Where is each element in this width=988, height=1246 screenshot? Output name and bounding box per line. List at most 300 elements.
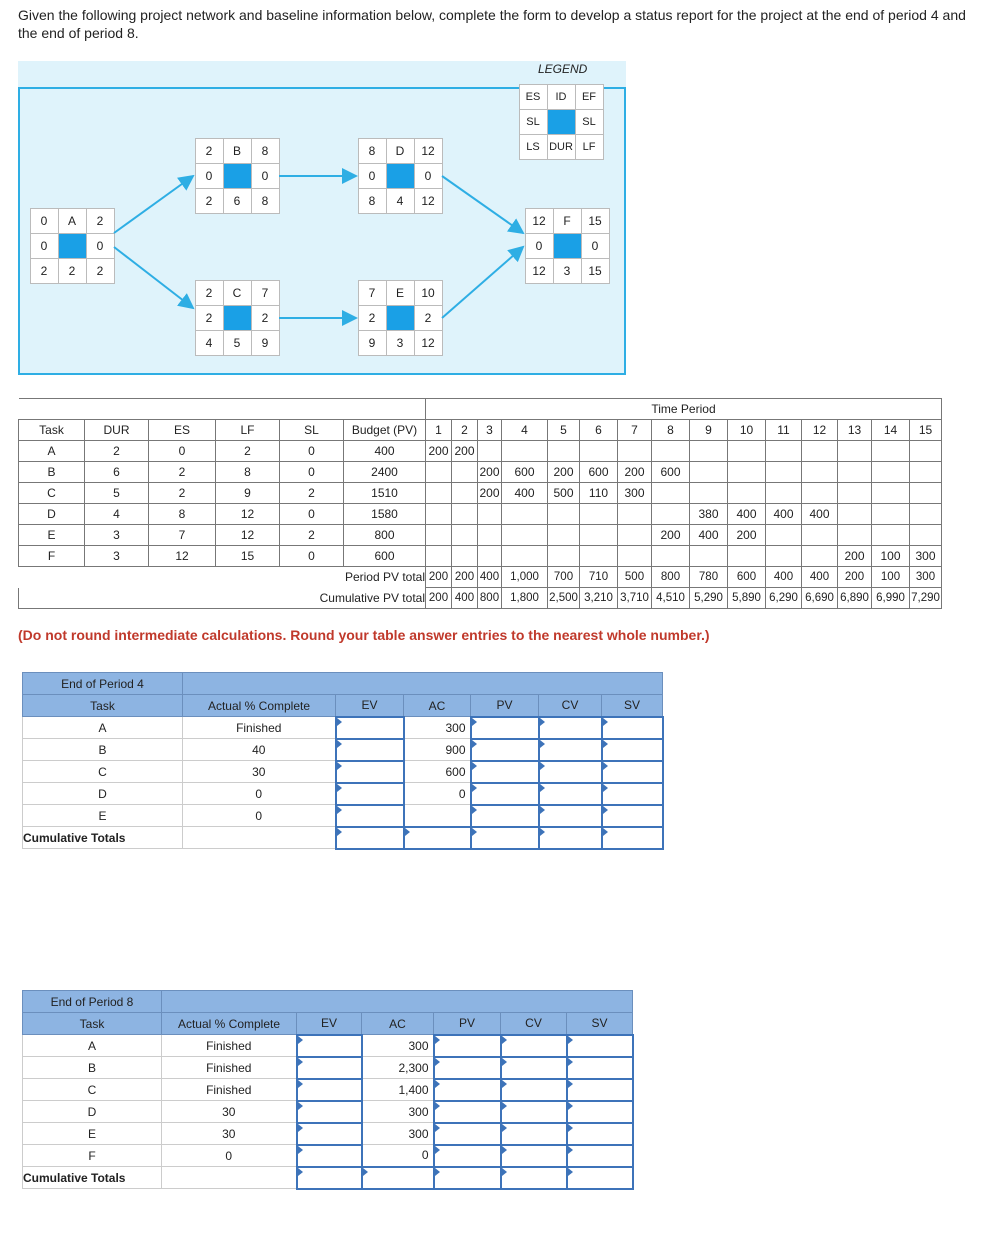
node-cell: 9 xyxy=(251,330,280,356)
period-pv-total-row-cell: 1,000 xyxy=(502,567,548,588)
form-title-spacer xyxy=(183,673,663,695)
form-task-cell: E xyxy=(23,805,183,827)
baseline-cell xyxy=(910,483,942,504)
form-percent-complete-cell: 0 xyxy=(162,1145,297,1167)
node-cell: 15 xyxy=(581,208,610,234)
baseline-cell: 2 xyxy=(149,483,216,504)
period-8-status-form xyxy=(22,990,634,1190)
form-column-header: Task xyxy=(23,695,183,717)
node-cell: 2 xyxy=(195,280,224,306)
form-row xyxy=(23,1123,633,1145)
sv-input[interactable] xyxy=(567,1101,633,1123)
form-percent-complete-cell: 30 xyxy=(183,761,336,783)
baseline-row xyxy=(19,525,942,546)
baseline-cell xyxy=(452,525,478,546)
ac-total-input[interactable] xyxy=(362,1167,434,1189)
baseline-cell: 600 xyxy=(502,462,548,483)
ac-total-input[interactable] xyxy=(404,827,471,849)
node-cell: 5 xyxy=(223,330,252,356)
form-totals-row xyxy=(23,827,663,849)
baseline-header-cell: LF xyxy=(216,420,280,441)
sv-input[interactable] xyxy=(602,761,663,783)
baseline-cell xyxy=(652,441,690,462)
form-percent-complete-cell: 0 xyxy=(183,783,336,805)
baseline-cell xyxy=(502,441,548,462)
ev-input[interactable] xyxy=(336,761,404,783)
cumulative-pv-total-row-cell: 3,210 xyxy=(580,588,618,609)
node-cell: SL xyxy=(519,109,548,135)
baseline-cell xyxy=(618,441,652,462)
form-ac-cell: 2,300 xyxy=(362,1057,434,1079)
period-pv-total-row-cell: 400 xyxy=(802,567,838,588)
baseline-header-cell: SL xyxy=(280,420,344,441)
node-cell: 0 xyxy=(251,163,280,189)
form-ac-cell: 0 xyxy=(362,1145,434,1167)
node-cell: 2 xyxy=(251,305,280,331)
baseline-cell: 3 xyxy=(85,525,149,546)
baseline-row xyxy=(19,462,942,483)
baseline-cell xyxy=(838,441,872,462)
baseline-header-row xyxy=(19,420,942,441)
form-percent-complete-cell: Finished xyxy=(162,1035,297,1057)
ev-input[interactable] xyxy=(336,717,404,739)
baseline-cell xyxy=(838,483,872,504)
baseline-cell: 200 xyxy=(452,441,478,462)
baseline-cell xyxy=(766,483,802,504)
node-cell: F xyxy=(553,208,582,234)
node-cell: 0 xyxy=(86,233,115,259)
form-row xyxy=(23,1057,633,1079)
node-cell: 0 xyxy=(358,163,387,189)
baseline-cell: 0 xyxy=(280,504,344,525)
baseline-cell xyxy=(802,546,838,567)
node-cell: 12 xyxy=(525,208,554,234)
form-percent-complete-cell: Finished xyxy=(162,1079,297,1101)
baseline-row xyxy=(19,504,942,525)
baseline-header-cell: 15 xyxy=(910,420,942,441)
baseline-cell: 200 xyxy=(838,546,872,567)
pv-input[interactable] xyxy=(434,1079,501,1101)
period-pv-total-row-cell: 300 xyxy=(910,567,942,588)
baseline-cell xyxy=(548,525,580,546)
form-percent-complete-cell: 30 xyxy=(162,1101,297,1123)
baseline-row xyxy=(19,483,942,504)
baseline-cell xyxy=(548,504,580,525)
form-column-header: PV xyxy=(434,1013,501,1035)
form-ac-cell: 300 xyxy=(362,1123,434,1145)
cumulative-pv-total-row-cell: 3,710 xyxy=(618,588,652,609)
baseline-cell xyxy=(802,483,838,504)
baseline-header-cell: 7 xyxy=(618,420,652,441)
baseline-cell xyxy=(872,483,910,504)
baseline-cell xyxy=(478,525,502,546)
sv-total-input[interactable] xyxy=(567,1167,633,1189)
ev-total-input[interactable] xyxy=(297,1167,362,1189)
baseline-cell: 200 xyxy=(728,525,766,546)
form-task-cell: B xyxy=(23,1057,162,1079)
form-task-cell: C xyxy=(23,761,183,783)
form-column-header: Actual % Complete xyxy=(162,1013,297,1035)
baseline-cell: 300 xyxy=(910,546,942,567)
form-percent-complete-cell: 30 xyxy=(162,1123,297,1145)
cv-input[interactable] xyxy=(501,1079,567,1101)
form-row xyxy=(23,761,663,783)
baseline-cell xyxy=(426,525,452,546)
baseline-cell: 2 xyxy=(216,441,280,462)
sv-input[interactable] xyxy=(602,783,663,805)
node-cell: 3 xyxy=(553,258,582,284)
baseline-cell xyxy=(910,504,942,525)
ev-input[interactable] xyxy=(297,1123,362,1145)
form-task-cell: D xyxy=(23,1101,162,1123)
form-ac-cell xyxy=(404,805,471,827)
pv-input[interactable] xyxy=(434,1123,501,1145)
baseline-cell: 600 xyxy=(344,546,426,567)
form-percent-complete-cell: Finished xyxy=(183,717,336,739)
pv-input[interactable] xyxy=(434,1057,501,1079)
baseline-row xyxy=(19,441,942,462)
form-task-cell: E xyxy=(23,1123,162,1145)
cumulative-pv-total-row-cell: 7,290 xyxy=(910,588,942,609)
node-cell: 0 xyxy=(414,163,443,189)
node-cell: 15 xyxy=(581,258,610,284)
node-cell: 2 xyxy=(414,305,443,331)
baseline-cell: 2 xyxy=(85,441,149,462)
pv-total-input[interactable] xyxy=(434,1167,501,1189)
node-cell: 2 xyxy=(86,258,115,284)
cumulative-pv-total-row-label: Cumulative PV total xyxy=(19,588,426,609)
baseline-cell xyxy=(802,462,838,483)
baseline-header-cell: DUR xyxy=(85,420,149,441)
baseline-cell xyxy=(872,441,910,462)
form-column-header: AC xyxy=(362,1013,434,1035)
cv-input[interactable] xyxy=(539,761,602,783)
form-percent-complete-cell: Finished xyxy=(162,1057,297,1079)
form-percent-complete-cell: 0 xyxy=(183,805,336,827)
node-cell: A xyxy=(58,208,87,234)
node-cell: 12 xyxy=(525,258,554,284)
sv-input[interactable] xyxy=(567,1057,633,1079)
baseline-cell xyxy=(452,546,478,567)
ev-input[interactable] xyxy=(336,739,404,761)
baseline-cell xyxy=(426,546,452,567)
baseline-cell: D xyxy=(19,504,85,525)
form-task-cell: A xyxy=(23,717,183,739)
cv-total-input[interactable] xyxy=(501,1167,567,1189)
baseline-cell: 200 xyxy=(652,525,690,546)
baseline-cell xyxy=(728,546,766,567)
baseline-cell xyxy=(580,546,618,567)
form-row xyxy=(23,1101,633,1123)
node-cell: 4 xyxy=(386,188,415,214)
pv-input[interactable] xyxy=(471,717,539,739)
pv-input[interactable] xyxy=(471,739,539,761)
baseline-cell: 3 xyxy=(85,546,149,567)
ev-input[interactable] xyxy=(297,1101,362,1123)
baseline-cell: 0 xyxy=(280,441,344,462)
node-cell: E xyxy=(386,280,415,306)
sv-input[interactable] xyxy=(602,739,663,761)
sv-input[interactable] xyxy=(602,805,663,827)
node-cell: 6 xyxy=(223,188,252,214)
form-column-header: AC xyxy=(404,695,471,717)
node-cell: 9 xyxy=(358,330,387,356)
node-cell: 7 xyxy=(358,280,387,306)
cumulative-pv-total-row-cell: 4,510 xyxy=(652,588,690,609)
baseline-header-cell: ES xyxy=(149,420,216,441)
baseline-cell xyxy=(872,462,910,483)
baseline-cell: F xyxy=(19,546,85,567)
baseline-header-cell: 9 xyxy=(690,420,728,441)
baseline-cell xyxy=(802,525,838,546)
baseline-cell: 2 xyxy=(280,525,344,546)
ev-input[interactable] xyxy=(336,783,404,805)
form-column-header: Task xyxy=(23,1013,162,1035)
pv-input[interactable] xyxy=(471,761,539,783)
ev-input[interactable] xyxy=(297,1035,362,1057)
period-pv-total-row-cell: 400 xyxy=(766,567,802,588)
rounding-note: (Do not round intermediate calculations. Round your table answer entries to the nearest whole number.) xyxy=(18,627,710,643)
baseline-cell xyxy=(580,504,618,525)
baseline-header-cell: 8 xyxy=(652,420,690,441)
node-cell: 2 xyxy=(58,258,87,284)
baseline-cell xyxy=(548,441,580,462)
form-column-header: PV xyxy=(471,695,539,717)
sv-input[interactable] xyxy=(567,1035,633,1057)
node-cell: ID xyxy=(547,84,576,110)
period-pv-total-row-cell: 600 xyxy=(728,567,766,588)
cv-input[interactable] xyxy=(501,1123,567,1145)
node-cell: 2 xyxy=(86,208,115,234)
cv-input[interactable] xyxy=(539,783,602,805)
baseline-cell: 5 xyxy=(85,483,149,504)
cumulative-pv-total-row-cell: 1,800 xyxy=(502,588,548,609)
period-pv-total-row-cell: 200 xyxy=(838,567,872,588)
baseline-cell: 380 xyxy=(690,504,728,525)
baseline-header-cell: 5 xyxy=(548,420,580,441)
baseline-cell: 7 xyxy=(149,525,216,546)
form-column-header: SV xyxy=(567,1013,633,1035)
form-ac-cell: 1,400 xyxy=(362,1079,434,1101)
baseline-cell: 1580 xyxy=(344,504,426,525)
baseline-cell xyxy=(580,525,618,546)
baseline-cell: 400 xyxy=(690,525,728,546)
baseline-header-cell: 12 xyxy=(802,420,838,441)
baseline-cell: 200 xyxy=(478,462,502,483)
sv-input[interactable] xyxy=(567,1079,633,1101)
form-header-row xyxy=(23,1013,633,1035)
form-title-row xyxy=(23,673,663,695)
baseline-table xyxy=(18,398,942,609)
baseline-cell xyxy=(872,525,910,546)
baseline-cell: 100 xyxy=(872,546,910,567)
cumulative-pv-total-row-cell: 6,690 xyxy=(802,588,838,609)
sv-input[interactable] xyxy=(602,717,663,739)
baseline-cell: E xyxy=(19,525,85,546)
baseline-cell xyxy=(502,504,548,525)
baseline-cell: 200 xyxy=(478,483,502,504)
cv-input[interactable] xyxy=(539,805,602,827)
pv-total-input[interactable] xyxy=(471,827,539,849)
baseline-cell: 6 xyxy=(85,462,149,483)
period-pv-total-row-cell: 200 xyxy=(426,567,452,588)
baseline-header-cell: 2 xyxy=(452,420,478,441)
baseline-cell xyxy=(690,441,728,462)
baseline-header-cell: Task xyxy=(19,420,85,441)
cv-input[interactable] xyxy=(501,1035,567,1057)
baseline-cell xyxy=(766,462,802,483)
node-cell: 12 xyxy=(414,188,443,214)
baseline-header-cell: 4 xyxy=(502,420,548,441)
baseline-header-cell: 1 xyxy=(426,420,452,441)
ev-input[interactable] xyxy=(297,1079,362,1101)
baseline-cell: 9 xyxy=(216,483,280,504)
baseline-cell: A xyxy=(19,441,85,462)
baseline-cell: 400 xyxy=(344,441,426,462)
form-ac-cell: 300 xyxy=(362,1035,434,1057)
baseline-cell xyxy=(910,525,942,546)
cv-total-input[interactable] xyxy=(539,827,602,849)
cumulative-totals-label: Cumulative Totals xyxy=(23,827,183,849)
baseline-cell xyxy=(426,462,452,483)
ev-input[interactable] xyxy=(297,1057,362,1079)
baseline-cell xyxy=(452,504,478,525)
node-cell: C xyxy=(223,280,252,306)
baseline-cell xyxy=(766,525,802,546)
baseline-cell: 400 xyxy=(728,504,766,525)
baseline-cell: 2400 xyxy=(344,462,426,483)
node-cell: SL xyxy=(575,109,604,135)
cv-input[interactable] xyxy=(501,1145,567,1167)
node-cell: DUR xyxy=(547,134,576,160)
baseline-cell: B xyxy=(19,462,85,483)
cumulative-pv-total-row-cell: 5,290 xyxy=(690,588,728,609)
instructions-text: Given the following project network and baseline information below, complete the form to develop a status report for the project at the end of period 4 and the end of period 8. xyxy=(18,7,966,41)
baseline-cell: 600 xyxy=(580,462,618,483)
baseline-cell: 110 xyxy=(580,483,618,504)
cumulative-pv-total-row-cell: 6,290 xyxy=(766,588,802,609)
cumulative-pv-total-row-cell: 6,890 xyxy=(838,588,872,609)
baseline-cell xyxy=(548,546,580,567)
baseline-cell xyxy=(478,441,502,462)
form-task-cell: C xyxy=(23,1079,162,1101)
baseline-cell: 0 xyxy=(280,462,344,483)
ev-input[interactable] xyxy=(336,805,404,827)
cv-input[interactable] xyxy=(501,1057,567,1079)
baseline-cell xyxy=(728,462,766,483)
period-pv-total-row-cell: 200 xyxy=(452,567,478,588)
sv-input[interactable] xyxy=(567,1145,633,1167)
cv-input[interactable] xyxy=(501,1101,567,1123)
baseline-cell xyxy=(728,483,766,504)
pv-input[interactable] xyxy=(471,783,539,805)
form-column-header: EV xyxy=(336,695,404,717)
node-cell: 8 xyxy=(358,138,387,164)
baseline-cell: 2 xyxy=(280,483,344,504)
node-cell: 12 xyxy=(414,330,443,356)
node-cell: 0 xyxy=(30,208,59,234)
pv-input[interactable] xyxy=(434,1145,501,1167)
cv-input[interactable] xyxy=(539,717,602,739)
baseline-cell xyxy=(426,483,452,504)
ev-total-input[interactable] xyxy=(336,827,404,849)
form-row xyxy=(23,717,663,739)
form-totals-row xyxy=(23,1167,633,1189)
node-cell: 8 xyxy=(251,138,280,164)
baseline-cell xyxy=(618,525,652,546)
form-row xyxy=(23,1035,633,1057)
period-pv-total-row-label: Period PV total xyxy=(344,570,425,585)
baseline-cell xyxy=(618,546,652,567)
baseline-header-cell: Budget (PV) xyxy=(344,420,426,441)
baseline-cell: 400 xyxy=(802,504,838,525)
sv-total-input[interactable] xyxy=(602,827,663,849)
node-cell: 0 xyxy=(195,163,224,189)
baseline-cell xyxy=(452,462,478,483)
network-arrows xyxy=(0,0,988,400)
time-period-label: Time Period xyxy=(426,399,942,420)
form-task-cell: F xyxy=(23,1145,162,1167)
ev-input[interactable] xyxy=(297,1145,362,1167)
baseline-cell: 200 xyxy=(426,441,452,462)
baseline-cell xyxy=(766,546,802,567)
node-cell: 7 xyxy=(251,280,280,306)
baseline-header-cell: 13 xyxy=(838,420,872,441)
cumulative-pv-total-row-cell: 6,990 xyxy=(872,588,910,609)
baseline-header-cell: 14 xyxy=(872,420,910,441)
node-cell: 0 xyxy=(581,233,610,259)
legend-title: LEGEND xyxy=(538,62,588,76)
sv-input[interactable] xyxy=(567,1123,633,1145)
arrow-a-c xyxy=(114,247,193,308)
form-title: End of Period 8 xyxy=(23,991,162,1013)
baseline-cell xyxy=(652,483,690,504)
cumulative-pv-total-row-cell: 5,890 xyxy=(728,588,766,609)
baseline-cell: 2 xyxy=(149,462,216,483)
node-cell: D xyxy=(386,138,415,164)
form-column-header: CV xyxy=(539,695,602,717)
node-cell: 3 xyxy=(386,330,415,356)
baseline-cell: 300 xyxy=(618,483,652,504)
pv-input[interactable] xyxy=(471,805,539,827)
node-cell: 4 xyxy=(195,330,224,356)
baseline-cell: 500 xyxy=(548,483,580,504)
form-title: End of Period 4 xyxy=(23,673,183,695)
baseline-cell: 8 xyxy=(149,504,216,525)
baseline-cell: 200 xyxy=(618,462,652,483)
node-cell: 8 xyxy=(251,188,280,214)
form-title-row xyxy=(23,991,633,1013)
period-pv-total-row xyxy=(19,567,942,588)
node-cell: 12 xyxy=(414,138,443,164)
cv-input[interactable] xyxy=(539,739,602,761)
pv-input[interactable] xyxy=(434,1035,501,1057)
form-ac-cell: 300 xyxy=(404,717,471,739)
baseline-cell: 12 xyxy=(149,546,216,567)
baseline-cell xyxy=(618,504,652,525)
arrow-e-f xyxy=(442,247,523,318)
form-ac-cell: 600 xyxy=(404,761,471,783)
baseline-cell: 1510 xyxy=(344,483,426,504)
form-ac-cell: 900 xyxy=(404,739,471,761)
form-row xyxy=(23,805,663,827)
form-task-cell: B xyxy=(23,739,183,761)
period-pv-total-row-cell: 780 xyxy=(690,567,728,588)
period-pv-total-row-cell: 800 xyxy=(652,567,690,588)
baseline-cell: 400 xyxy=(766,504,802,525)
cumulative-pv-total-row-cell: 800 xyxy=(478,588,502,609)
pv-input[interactable] xyxy=(434,1101,501,1123)
